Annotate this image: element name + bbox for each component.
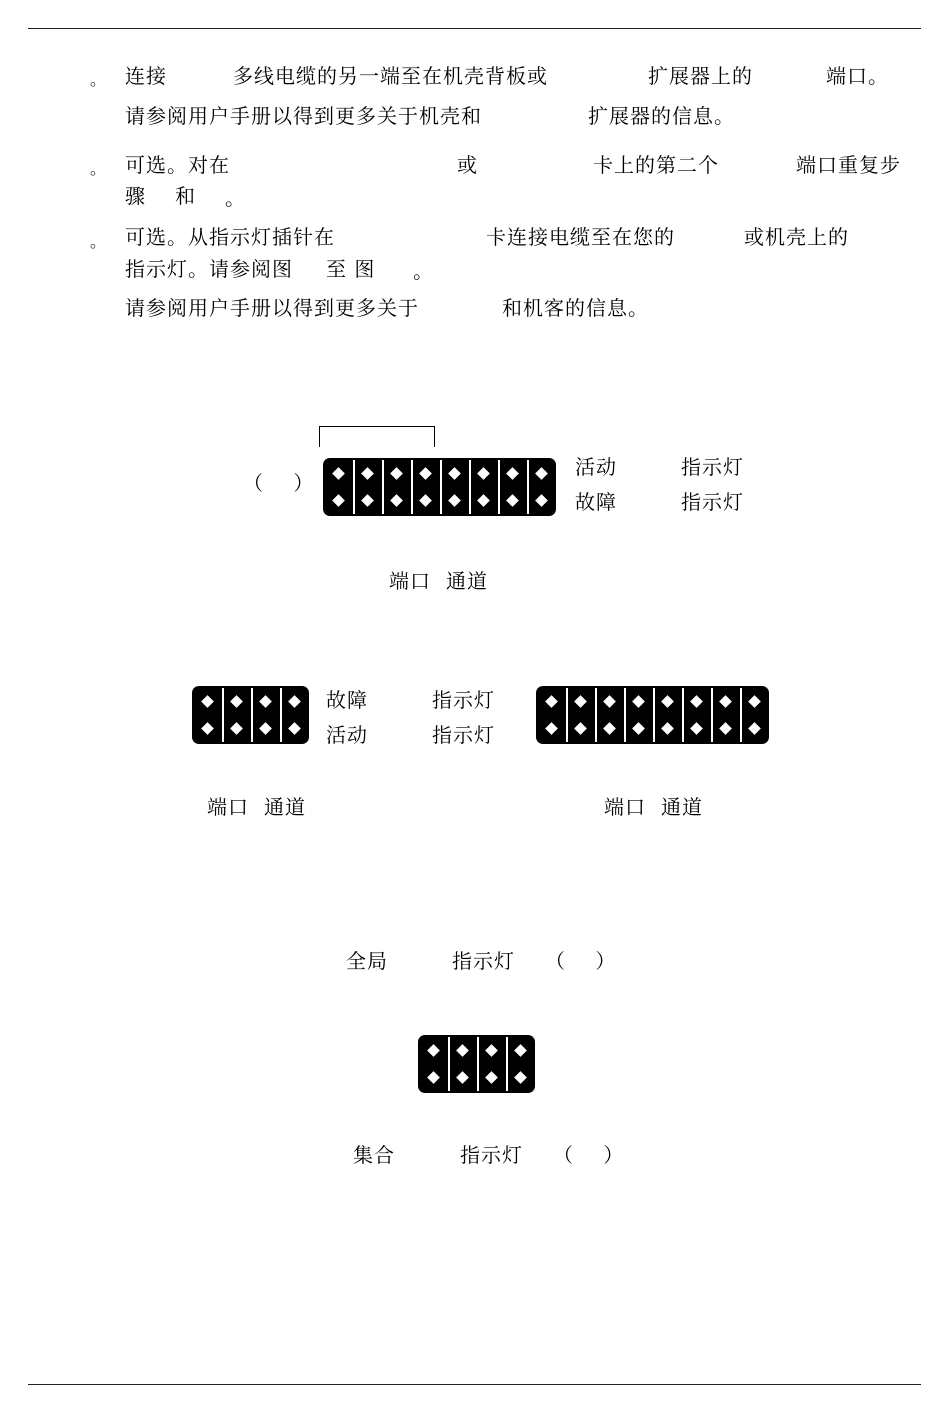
note-text-b: 和机客的信息。 — [502, 296, 649, 320]
pin-icon — [332, 467, 345, 480]
pin-column — [506, 1037, 532, 1091]
fig1-paren: （ ） — [243, 471, 315, 495]
pin-column — [280, 688, 306, 742]
header-bracket — [319, 426, 435, 447]
top-rule — [28, 28, 921, 29]
pin-column — [421, 1037, 445, 1091]
step2-text-c: 卡上的第二个 — [593, 153, 719, 177]
fig1-label-active: 活动 — [575, 455, 617, 479]
bullet: 。 — [90, 159, 107, 178]
pin-column — [653, 688, 679, 742]
pin-icon — [288, 722, 301, 735]
pin-icon — [427, 1071, 440, 1084]
fig3-caption-a: 集合 — [353, 1143, 395, 1167]
pin-header-4x2 — [192, 686, 309, 744]
pin-icon — [448, 467, 461, 480]
pin-column — [195, 688, 219, 742]
pin-icon — [201, 722, 214, 735]
pin-icon — [690, 722, 703, 735]
fig2-label-fault-suffix: 指示灯 — [432, 688, 495, 712]
pin-icon — [230, 722, 243, 735]
fig1-caption-channel: 通道 — [446, 569, 488, 593]
pin-icon — [506, 467, 519, 480]
pin-icon — [603, 695, 616, 708]
step1-text-d: 端口。 — [826, 64, 889, 88]
pin-column — [539, 688, 563, 742]
pin-column — [353, 460, 379, 514]
pin-icon — [230, 695, 243, 708]
pin-icon — [485, 1071, 498, 1084]
fig1-caption-port: 端口 — [389, 569, 431, 593]
step2-text-f: 和 — [175, 184, 196, 208]
pin-column — [222, 688, 248, 742]
pin-column — [251, 688, 277, 742]
pin-column — [566, 688, 592, 742]
step3-text-e: 至 图 — [326, 257, 376, 281]
step2-text-d: 端口重复步 — [796, 153, 901, 177]
pin-icon — [545, 722, 558, 735]
step3-text-c: 或机壳上的 — [744, 225, 849, 249]
pin-column — [740, 688, 766, 742]
bullet: 。 — [90, 70, 107, 89]
step3-text-a: 可选。从指示灯插针在 — [125, 225, 335, 249]
pin-column — [326, 460, 350, 514]
step1-text-e: 请参阅用户手册以得到更多关于机壳和 — [125, 104, 482, 128]
fig1-label-active-suffix: 指示灯 — [681, 455, 744, 479]
fig3-title-a: 全局 — [346, 949, 388, 973]
pin-icon — [719, 695, 732, 708]
step1-text-f: 扩展器的信息。 — [588, 104, 735, 128]
pin-icon — [545, 695, 558, 708]
pin-icon — [661, 695, 674, 708]
fig3-title-c: （ ） — [545, 949, 617, 973]
pin-column — [498, 460, 524, 514]
fig3-caption-b: 指示灯 — [460, 1143, 523, 1167]
fig1-label-fault-suffix: 指示灯 — [681, 490, 744, 514]
pin-column — [448, 1037, 474, 1091]
pin-icon — [719, 722, 732, 735]
pin-icon — [748, 695, 761, 708]
step3-text-b: 卡连接电缆至在您的 — [486, 225, 675, 249]
fig2-caption-left-port: 端口 — [207, 795, 249, 819]
bottom-rule — [28, 1384, 921, 1385]
pin-icon — [661, 722, 674, 735]
pin-icon — [506, 494, 519, 507]
pin-column — [477, 1037, 503, 1091]
pin-column — [440, 460, 466, 514]
pin-icon — [456, 1044, 469, 1057]
fig2-caption-right-channel: 通道 — [661, 795, 703, 819]
pin-icon — [361, 494, 374, 507]
fig2-label-active-suffix: 指示灯 — [432, 723, 495, 747]
pin-header-8x2 — [536, 686, 769, 744]
fig2-label-fault: 故障 — [326, 688, 368, 712]
pin-header-8x2 — [323, 458, 556, 516]
pin-icon — [288, 695, 301, 708]
step2-text-a: 可选。对在 — [125, 153, 230, 177]
pin-icon — [448, 494, 461, 507]
pin-icon — [427, 1044, 440, 1057]
step2-text-b: 或 — [457, 153, 478, 177]
pin-icon — [201, 695, 214, 708]
fig2-caption-left-channel: 通道 — [264, 795, 306, 819]
pin-column — [595, 688, 621, 742]
step3-text-d: 指示灯。请参阅图 — [125, 257, 293, 281]
step2-text-g: 。 — [225, 186, 246, 210]
pin-icon — [574, 722, 587, 735]
pin-icon — [259, 722, 272, 735]
pin-icon — [259, 695, 272, 708]
fig2-caption-right-port: 端口 — [604, 795, 646, 819]
pin-icon — [535, 467, 548, 480]
pin-icon — [332, 494, 345, 507]
pin-column — [411, 460, 437, 514]
pin-icon — [419, 494, 432, 507]
pin-column — [682, 688, 708, 742]
pin-column — [624, 688, 650, 742]
pin-icon — [690, 695, 703, 708]
fig1-label-fault: 故障 — [575, 490, 617, 514]
pin-header-4x2 — [418, 1035, 535, 1093]
pin-icon — [632, 695, 645, 708]
pin-column — [469, 460, 495, 514]
pin-icon — [514, 1044, 527, 1057]
pin-icon — [485, 1044, 498, 1057]
pin-icon — [361, 467, 374, 480]
pin-icon — [535, 494, 548, 507]
step1-text-b: 多线电缆的另一端至在机壳背板或 — [233, 64, 548, 88]
pin-icon — [390, 494, 403, 507]
pin-icon — [477, 494, 490, 507]
pin-icon — [632, 722, 645, 735]
pin-icon — [390, 467, 403, 480]
pin-column — [382, 460, 408, 514]
pin-icon — [574, 695, 587, 708]
step1-text-a: 连接 — [125, 64, 167, 88]
step3-text-f: 。 — [413, 259, 434, 283]
pin-icon — [603, 722, 616, 735]
pin-icon — [477, 467, 490, 480]
pin-icon — [748, 722, 761, 735]
note-text-a: 请参阅用户手册以得到更多关于 — [125, 296, 419, 320]
pin-icon — [514, 1071, 527, 1084]
fig3-title-b: 指示灯 — [452, 949, 515, 973]
fig2-label-active: 活动 — [326, 723, 368, 747]
fig3-caption-c: （ ） — [553, 1143, 625, 1167]
bullet: 。 — [90, 232, 107, 251]
pin-icon — [419, 467, 432, 480]
pin-column — [711, 688, 737, 742]
step2-text-e: 骤 — [125, 184, 146, 208]
pin-column — [527, 460, 553, 514]
pin-icon — [456, 1071, 469, 1084]
step1-text-c: 扩展器上的 — [648, 64, 753, 88]
